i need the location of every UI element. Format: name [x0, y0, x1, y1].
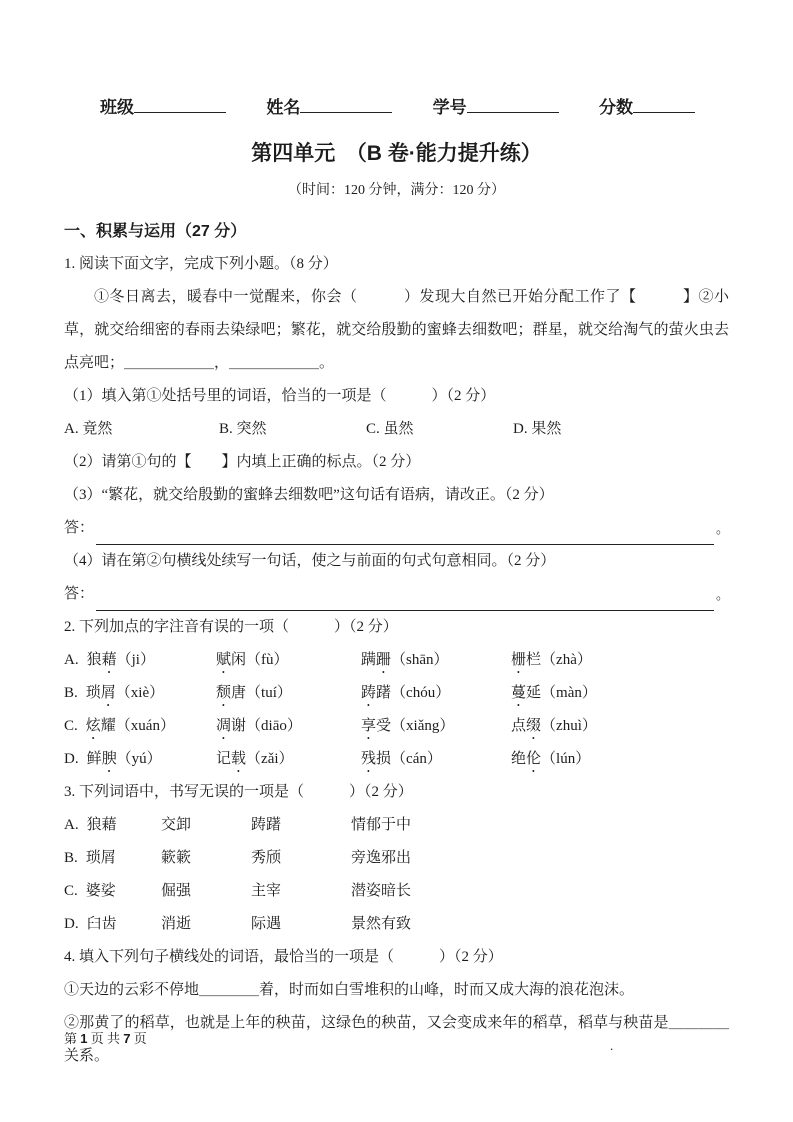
word-item: 踌躇（chóu） [361, 685, 451, 701]
footer-page-number: 1 [80, 1031, 88, 1046]
pinyin: （yú） [116, 751, 162, 767]
word-item: 点缀（zhuì） [511, 718, 597, 734]
word-item: 蔓延（màn） [511, 685, 597, 701]
q1-sub1-stem: （1）填入第①处括号里的词语，恰当的一项是（ ）（2 分） [64, 388, 496, 404]
pinyin: （ji） [116, 652, 155, 668]
q1-stem: 1. 阅读下面文字，完成下列小题。（8 分） [64, 256, 338, 272]
pinyin: （zhuì） [541, 718, 597, 734]
option-b: B. 突然 [219, 421, 267, 437]
q3-stem: 3. 下列词语中，书写无误的一项是（ ）（2 分） [64, 784, 413, 800]
pinyin: （xuán） [115, 718, 175, 734]
word-item: 倔强 [161, 883, 192, 899]
option-d: D. 果然 [513, 421, 562, 437]
name-blank-line [300, 97, 392, 113]
pinyin: （xiǎng） [391, 718, 455, 734]
name-label: 姓名 [266, 98, 301, 117]
option-c: C. 婆娑 [64, 883, 116, 899]
class-blank-line [134, 97, 226, 113]
word-item: 踌躇 [251, 817, 282, 833]
q1-sub1-options [64, 413, 729, 446]
score-label: 分数 [598, 98, 633, 117]
q2-row-c [64, 710, 729, 743]
word-item: 主宰 [251, 883, 282, 899]
answer-period: 。 [715, 521, 729, 536]
word-item: 交卸 [161, 817, 192, 833]
answer-period: 。 [715, 587, 729, 602]
q3-row-c [64, 875, 729, 908]
pinyin: （tuí） [246, 685, 292, 701]
score-blank-line [633, 97, 695, 113]
class-label: 班级 [100, 98, 134, 117]
pinyin: （zǎi） [246, 751, 294, 767]
option-a: A. 狼藉 [64, 817, 117, 833]
q3-row-b [64, 842, 729, 875]
answer-blank-line [96, 520, 714, 545]
word-item: 赋闲（fù） [216, 652, 289, 668]
word-item: 簌簌 [161, 850, 192, 866]
option-a: A. 狼藉（ji） [64, 652, 155, 668]
q1-sub3-stem: （3）“繁花，就交给殷勤的蜜蜂去细数吧”这句话有语病，请改正。（2 分） [64, 487, 554, 503]
word-item: 绝伦（lún） [511, 751, 591, 767]
word-item: 颓唐（tuí） [216, 685, 292, 701]
name-field [266, 96, 392, 120]
word-item: 情郁于中 [351, 817, 412, 833]
answer-label: 答： [64, 586, 95, 602]
word-item: 蹒跚（shān） [361, 652, 449, 668]
q2-stem: 2. 下列加点的字注音有误的一项（ ）（2 分） [64, 619, 398, 635]
q1-sub2-stem: （2）请第①句的【 】内填上正确的标点。（2 分） [64, 454, 421, 470]
pinyin: （màn） [541, 685, 597, 701]
q2-row-b [64, 677, 729, 710]
q1-sub3-answer-row [64, 512, 729, 545]
word-item: 残损（cán） [361, 751, 442, 767]
pinyin: （diāo） [246, 718, 302, 734]
option-c: C. 虽然 [366, 421, 414, 437]
word-item: 栅栏（zhà） [511, 652, 592, 668]
pinyin: （cán） [391, 751, 442, 767]
q4-sentence-2: ②那黄了的稻草，也就是上年的秧苗，这绿色的秧苗，又会变成来年的稻草，稻草与秧苗是＿＿＿＿关系。 [64, 1015, 729, 1064]
student-info-row [100, 96, 695, 120]
pinyin: （shān） [391, 652, 449, 668]
word-item: 消逝 [161, 916, 192, 932]
q1-sub4-answer-row [64, 578, 729, 611]
option-b: B. 琐屑 [64, 850, 116, 866]
word-item: 潜姿暗长 [351, 883, 412, 899]
option-d: D. 鲜腴（yú） [64, 751, 162, 767]
pinyin: （lún） [541, 751, 591, 767]
student-id-blank-line [467, 97, 559, 113]
word-item: 享受（xiǎng） [361, 718, 455, 734]
student-id-field [433, 96, 559, 120]
word-item: 秀颀 [251, 850, 282, 866]
pinyin: （xiè） [115, 685, 165, 701]
stray-dot-mark: . [610, 1038, 614, 1053]
word-item: 际遇 [251, 916, 282, 932]
option-c: C. 炫耀（xuán） [64, 718, 175, 734]
option-b: B. 琐屑（xiè） [64, 685, 165, 701]
pinyin: （chóu） [391, 685, 451, 701]
footer-total-pages: 7 [123, 1031, 131, 1046]
page-number-footer: 第 1 页 共 7 页 [64, 1031, 147, 1046]
q3-row-d [64, 908, 729, 941]
q4-sentence-1: ①天边的云彩不停地＿＿＿＿着，时而如白雪堆积的山峰，时而又成大海的浪花泡沫。 [64, 982, 635, 998]
q1-passage: ①冬日离去，暖春中一觉醒来，你会（ ）发现大自然已开始分配工作了【 】②小草，就交给细密的春雨去染绿吧；繁花，就交给殷勤的蜜蜂去细数吧；群星，就交给淘气的萤火虫去点亮吧；＿＿＿＿＿＿，＿＿＿＿＿＿。 [64, 289, 729, 371]
word-item: 旁逸邪出 [351, 850, 412, 866]
footer-text: 第 [64, 1031, 81, 1046]
word-item: 景然有致 [351, 916, 412, 932]
paper-subtitle: （时间：120 分钟，满分：120 分） [288, 183, 505, 198]
answer-label: 答： [64, 520, 95, 536]
student-id-label: 学号 [432, 98, 467, 117]
option-a: A. 竟然 [64, 421, 113, 437]
paper-title: 第四单元 （B 卷·能力提升练） [251, 142, 542, 165]
pinyin: （fù） [246, 652, 289, 668]
q2-row-d [64, 743, 729, 776]
q4-stem: 4. 填入下列句子横线处的词语，最恰当的一项是（ ）（2 分） [64, 949, 503, 965]
class-field [100, 96, 226, 120]
section-heading: 一、积累与运用（27 分） [64, 223, 247, 240]
answer-blank-line [96, 586, 714, 611]
option-d: D. 臼齿 [64, 916, 117, 932]
q2-row-a [64, 644, 729, 677]
word-item: 记载（zǎi） [216, 751, 294, 767]
word-item: 凋谢（diāo） [216, 718, 302, 734]
pinyin: （zhà） [541, 652, 592, 668]
q1-sub4-stem: （4）请在第②句横线处续写一句话，使之与前面的句式句意相同。（2 分） [64, 553, 556, 569]
score-field [599, 96, 695, 120]
q3-row-a [64, 809, 729, 842]
